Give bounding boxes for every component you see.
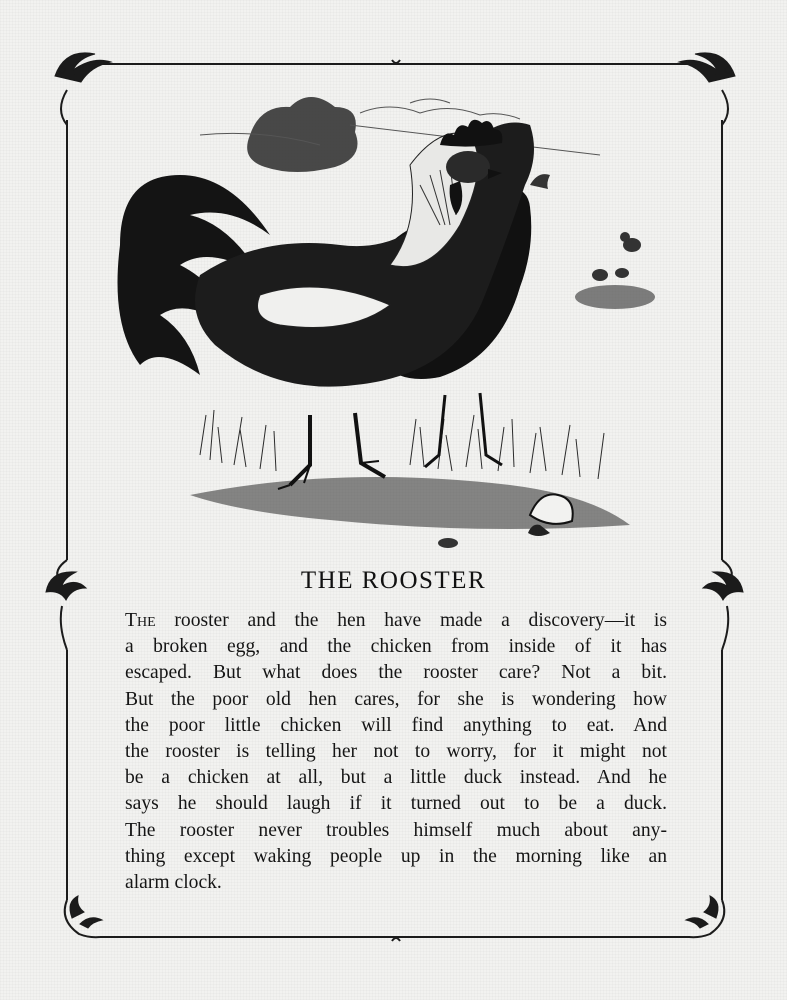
story-title: THE ROOSTER (300, 567, 487, 594)
story-line-2: a broken egg, and the chicken from inside of it has (125, 636, 667, 658)
story-line-11: alarm clock. (125, 872, 222, 894)
story-line-7: be a chicken at all, but a little duck instead. And he (125, 767, 667, 789)
rooster-hen-illustration (110, 75, 670, 555)
story-line-1: The rooster and the hen have made a discovery—it is (125, 610, 667, 631)
story-line-4: But the poor old hen cares, for she is wondering how (125, 688, 667, 710)
story-line-3: escaped. But what does the rooster care? Not a bit. (125, 662, 667, 684)
story-line-6: the rooster is telling her not to worry, for it might not (125, 741, 667, 763)
corner-ornament-bottom-right (686, 896, 724, 937)
corner-ornament-top-left (55, 53, 111, 125)
story-line-5: the poor little chicken will find anything to eat. And (125, 714, 667, 736)
story-line-9: The rooster never troubles himself much about any- (125, 819, 667, 841)
lead-word: The (125, 610, 156, 631)
corner-ornament-bottom-left (65, 896, 102, 937)
story-line-8: says he should laugh if it turned out to be a duck. (125, 793, 667, 815)
story-line-10: thing except waking people up in the morning like an (125, 845, 667, 867)
corner-ornament-top-right (679, 53, 735, 125)
story-text (125, 608, 667, 896)
